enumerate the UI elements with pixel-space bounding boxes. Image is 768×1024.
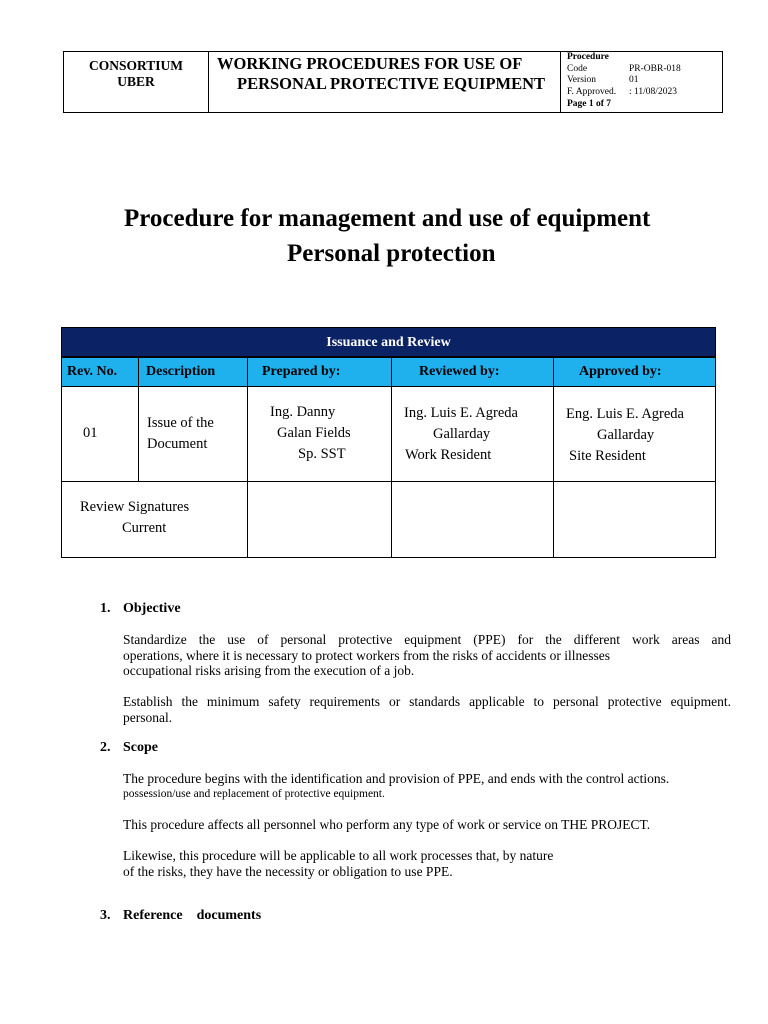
document-title-cell <box>209 52 561 112</box>
column-header-reviewed-by: Reviewed by: <box>419 364 500 379</box>
company-line-1: CONSORTIUM <box>88 58 184 73</box>
section-3-title: Reference documents <box>123 908 262 923</box>
signature-row-label <box>80 497 189 539</box>
scope-paragraph-3 <box>123 848 723 879</box>
scope-p3-line-2: of the risks, they have the necessity or obligation to use PPE. <box>123 863 453 879</box>
reviewed-by-line-3: Work Resident <box>405 447 492 463</box>
reviewed-by-line-2: Gallarday <box>433 426 491 442</box>
objective-paragraph-1 <box>123 632 731 679</box>
document-title-line-1: WORKING PROCEDURES FOR USE OF <box>217 54 523 73</box>
version-label: Version <box>567 75 597 86</box>
company-line-2: UBER <box>117 74 155 89</box>
page-title-line-1: Procedure for management and use of equipment <box>124 205 651 232</box>
scope-p1-line-2: possession/use and replacement of protective equipment. <box>123 787 385 800</box>
section-2-title: Scope <box>123 740 158 755</box>
column-header-rev-no: Rev. No. <box>67 364 118 379</box>
column-header-approved-by: Approved by: <box>579 364 662 379</box>
document-meta <box>561 52 722 112</box>
prepared-by-line-2: Galan Fields <box>277 425 351 441</box>
table-caption: Issuance and Review <box>61 327 716 357</box>
section-2-number: 2. <box>100 740 111 755</box>
approved-by-cell <box>566 404 684 467</box>
objective-p1-line-1: Standardize the use of personal protective equipment (PPE) for the different work areas and <box>123 632 731 647</box>
objective-p2-line-1: Establish the minimum safety requirements or standards applicable to personal protective equipment. <box>123 694 731 709</box>
description-cell <box>147 413 214 455</box>
code-value: PR-OBR-018 <box>629 63 681 74</box>
scope-p1-line-1: The procedure begins with the identification and provision of PPE, and ends with the control actions. <box>123 771 670 786</box>
description-line-2: Document <box>147 436 208 452</box>
document-header <box>63 51 723 113</box>
section-3-heading <box>100 908 262 924</box>
version-value: 01 <box>629 75 639 86</box>
section-2-heading <box>100 740 158 756</box>
column-header-prepared-by: Prepared by: <box>262 364 341 379</box>
table-header-row <box>61 357 716 387</box>
section-1-heading <box>100 601 181 617</box>
objective-p1-line-3: occupational risks arising from the execution of a job. <box>123 663 415 678</box>
reviewed-by-cell <box>404 403 518 466</box>
table-body <box>61 387 716 558</box>
procedure-label: Procedure <box>567 52 609 62</box>
objective-p1-line-2: operations, where it is necessary to protect workers from the risks of accidents or illnesses <box>123 647 610 663</box>
page-title-line-2: Personal protection <box>287 240 496 267</box>
approved-value: : 11/08/2023 <box>629 86 677 97</box>
section-3-number: 3. <box>100 908 111 923</box>
approved-by-line-2: Gallarday <box>597 427 655 443</box>
signature-label-line-1: Review Signatures <box>80 499 190 515</box>
scope-paragraph-2: This procedure affects all personnel who perform any type of work or service on THE PROJECT. <box>123 817 651 832</box>
issuance-review-table <box>61 327 716 558</box>
section-1-number: 1. <box>100 601 111 616</box>
company-name <box>64 52 209 112</box>
code-label: Code <box>567 63 588 74</box>
scope-paragraph-1 <box>123 771 723 802</box>
document-title-line-2: PERSONAL PROTECTIVE EQUIPMENT <box>237 74 546 93</box>
approved-by-line-1: Eng. Luis E. Agreda <box>566 406 684 422</box>
approved-by-line-3: Site Resident <box>569 448 646 464</box>
column-header-description: Description <box>146 364 216 379</box>
signature-label-line-2: Current <box>122 520 167 536</box>
prepared-by-line-1: Ing. Danny <box>270 404 336 420</box>
objective-p2-line-2: personal. <box>123 709 173 725</box>
approved-label: F. Approved. <box>567 86 617 97</box>
prepared-by-line-3: Sp. SST <box>298 446 346 462</box>
section-1-title: Objective <box>123 601 181 616</box>
page-number: Page 1 of 7 <box>567 99 612 109</box>
objective-paragraph-2 <box>123 694 731 725</box>
reviewed-by-line-1: Ing. Luis E. Agreda <box>404 405 518 421</box>
prepared-by-cell <box>270 402 351 465</box>
description-line-1: Issue of the <box>147 415 214 431</box>
rev-no-cell: 01 <box>83 425 98 441</box>
scope-p3-line-1: Likewise, this procedure will be applicable to all work processes that, by nature <box>123 848 554 863</box>
